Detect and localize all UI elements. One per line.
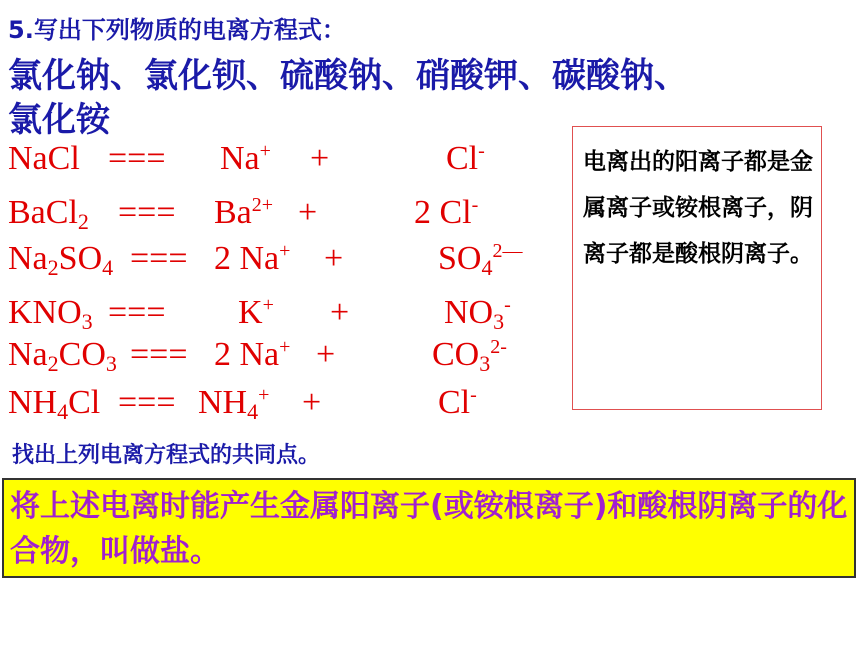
eq-nacl-cation: Na+ [220, 140, 271, 177]
eq-nh4cl-cation: $NH_4^+$ [198, 384, 270, 424]
slide-title: 5.写出下列物质的电离方程式： [8, 16, 346, 44]
eq-na2so4-plus: + [324, 240, 344, 277]
eq-bacl2-anion: 2 Cl- [414, 194, 479, 231]
eq-bacl2-lhs: BaCl$_2$ [8, 194, 89, 234]
eq-na2so4-arrow: === [130, 240, 188, 277]
eq-na2so4-cation: 2 Na+ [214, 240, 291, 277]
eq-kno3-anion: $NO_3^-$ [444, 294, 511, 334]
eq-kno3-lhs: $KNO_3$ [8, 294, 93, 334]
eq-nacl-plus: + [310, 140, 330, 177]
eq-nh4cl-lhs: $NH_4Cl$ [8, 384, 101, 424]
note-box [572, 126, 822, 410]
eq-kno3-arrow: === [108, 294, 166, 331]
eq-bacl2-arrow: === [118, 194, 176, 231]
definition-text: 将上述电离时能产生金属阳离子(或铵根离子)和酸根阴离子的化合物，叫做盐。 [10, 489, 848, 569]
eq-na2co3-anion: $CO_3^{2-}$ [432, 336, 507, 376]
eq-na2co3-arrow: === [130, 336, 188, 373]
eq-na2co3-cation: 2 Na+ [214, 336, 291, 373]
question-text: 氯化钠、氯化钡、硫酸钠、硝酸钾、碳酸钠、氯化铵 [8, 56, 688, 140]
eq-nacl-arrow: === [108, 140, 166, 177]
eq-nh4cl-anion: Cl- [438, 384, 477, 421]
eq-nacl-lhs: NaCl [8, 140, 80, 177]
eq-bacl2-cation: $Ba^{2+}$ [214, 194, 274, 231]
note-text: 电离出的阳离子都是金属离子或铵根离子，阴离子都是酸根阴离子。 [583, 149, 813, 267]
eq-na2so4-anion: $SO_4^{2—}$ [438, 240, 523, 280]
eq-kno3-cation: K+ [238, 294, 274, 331]
definition-box [2, 478, 856, 578]
eq-na2co3-plus: + [316, 336, 336, 373]
eq-na2so4-lhs: $Na_2SO_4$ [8, 240, 114, 280]
prompt-text: 找出上列电离方程式的共同点。 [12, 443, 321, 468]
eq-na2co3-lhs: $Na_2CO_3$ [8, 336, 117, 376]
eq-nh4cl-plus: + [302, 384, 322, 421]
eq-nh4cl-arrow: === [118, 384, 176, 421]
eq-nacl-anion: Cl- [446, 140, 485, 177]
eq-kno3-plus: + [330, 294, 350, 331]
eq-bacl2-plus: + [298, 194, 318, 231]
